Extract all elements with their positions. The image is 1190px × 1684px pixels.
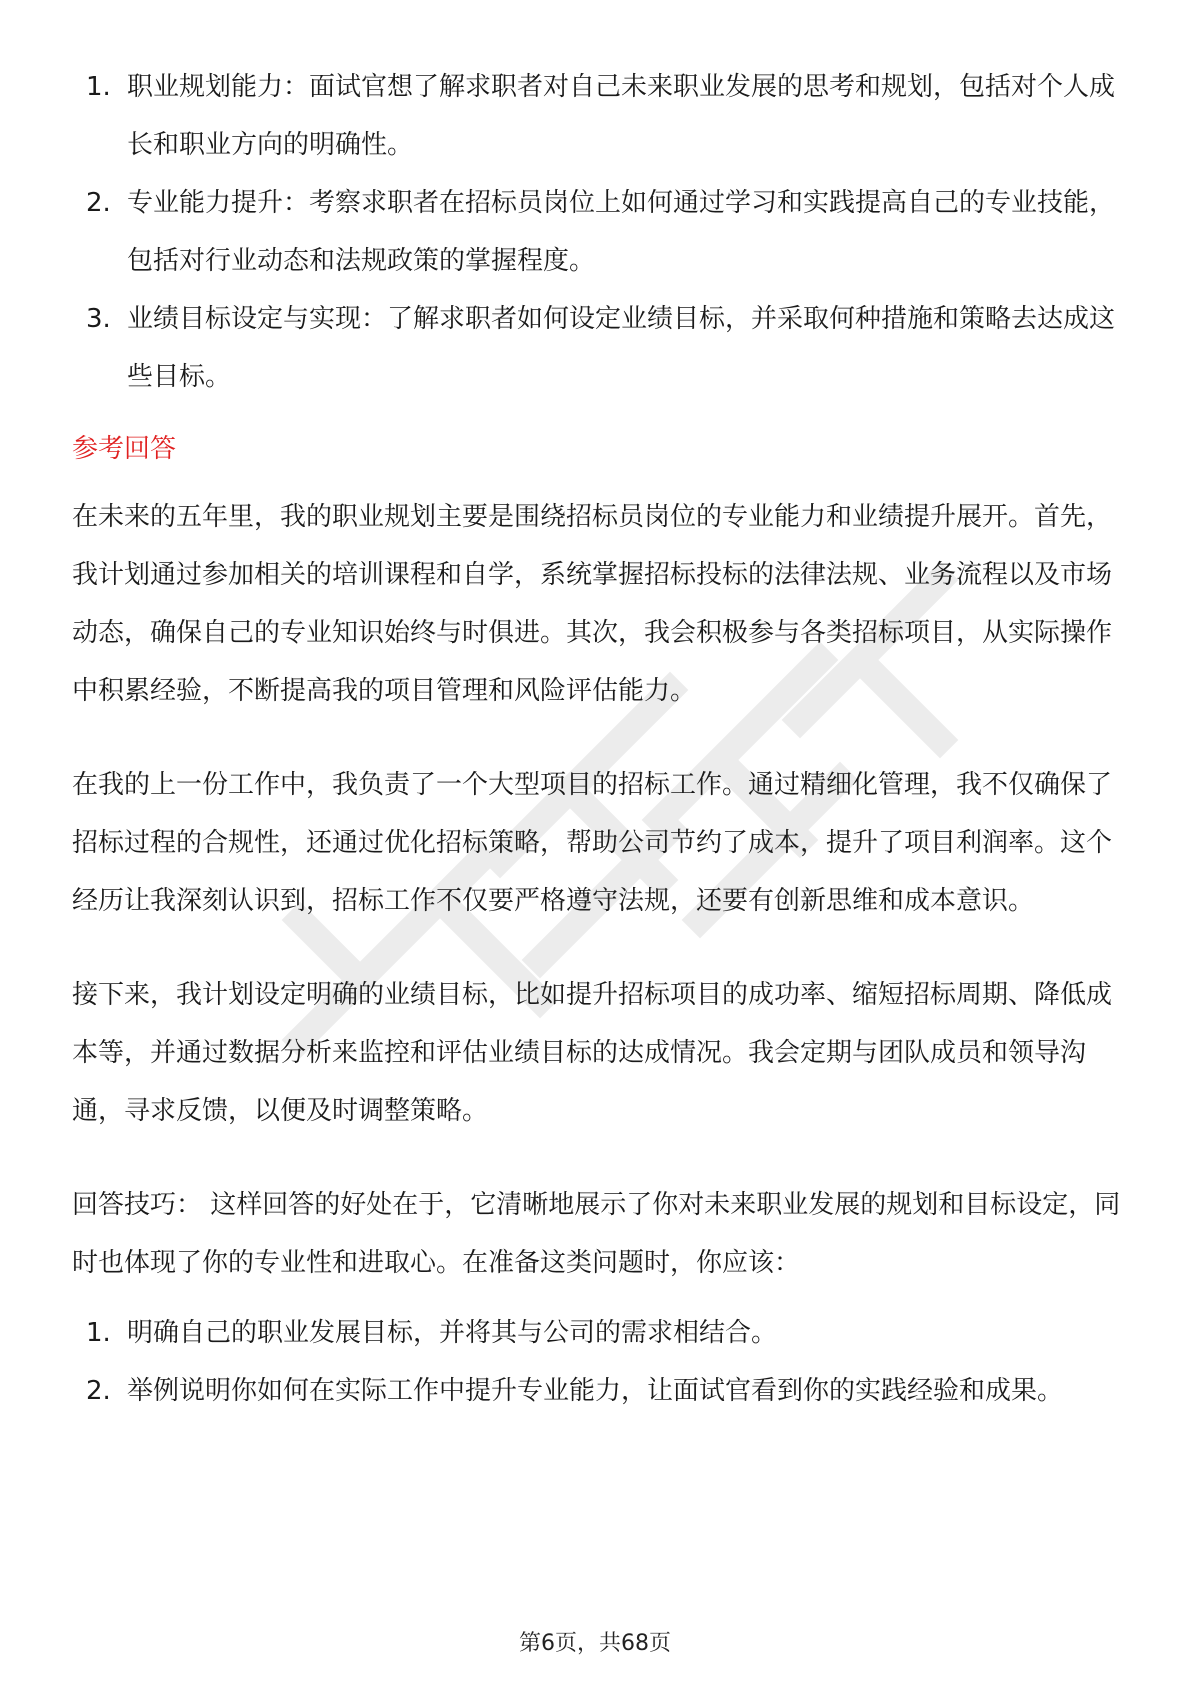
focus-points-list xyxy=(72,58,1132,406)
list-item-text: 明确自己的职业发展目标，并将其与公司的需求相结合。 xyxy=(127,1318,778,1348)
list-item xyxy=(72,1304,1132,1362)
tips-list xyxy=(72,1304,1132,1420)
list-number: 2. xyxy=(86,188,111,218)
list-item xyxy=(72,1362,1132,1420)
answer-paragraph: 接下来，我计划设定明确的业绩目标，比如提升招标项目的成功率、缩短招标周期、降低成本等，并通过数据分析来监控和评估业绩目标的达成情况。我会定期与团队成员和领导沟通，寻求反馈，以便及时调整策略。 xyxy=(72,980,1113,1126)
answer-tips: 回答技巧： 这样回答的好处在于，它清晰地展示了你对未来职业发展的规划和目标设定，同时也体现了你的专业性和进取心。在准备这类问题时，你应该： xyxy=(72,1190,1121,1278)
page-footer: 第6页，共68页 xyxy=(519,1631,671,1656)
list-item-text: 职业规划能力：面试官想了解求职者对自己未来职业发展的思考和规划，包括对个人成长和职业方向的明确性。 xyxy=(127,72,1116,160)
list-item xyxy=(72,58,1132,174)
answer-paragraph: 在我的上一份工作中，我负责了一个大型项目的招标工作。通过精细化管理，我不仅确保了招标过程的合规性，还通过优化招标策略，帮助公司节约了成本，提升了项目利润率。这个经历让我深刻认识到，招标工作不仅要严格遵守法规，还要有创新思维和成本意识。 xyxy=(72,770,1113,916)
list-number: 1. xyxy=(86,72,111,102)
main-content xyxy=(72,58,1132,1420)
list-item-text: 业绩目标设定与实现：了解求职者如何设定业绩目标，并采取何种措施和策略去达成这些目标。 xyxy=(127,304,1116,392)
list-item-text: 专业能力提升：考察求职者在招标员岗位上如何通过学习和实践提高自己的专业技能，包括对行业动态和法规政策的掌握程度。 xyxy=(127,188,1116,276)
list-number: 1. xyxy=(86,1318,111,1348)
list-number: 2. xyxy=(86,1376,111,1406)
list-item xyxy=(72,174,1132,290)
list-item xyxy=(72,290,1132,406)
section-heading: 参考回答 xyxy=(72,434,177,464)
list-item-text: 举例说明你如何在实际工作中提升专业能力，让面试官看到你的实践经验和成果。 xyxy=(127,1376,1064,1406)
answer-paragraph: 在未来的五年里，我的职业规划主要是围绕招标员岗位的专业能力和业绩提升展开。首先，我计划通过参加相关的培训课程和自学，系统掌握招标投标的法律法规、业务流程以及市场动态，确保自己的专业知识始终与时俱进。其次，我会积极参与各类招标项目，从实际操作中积累经验，不断提高我的项目管理和风险评估能力。 xyxy=(72,502,1113,706)
list-number: 3. xyxy=(86,304,111,334)
